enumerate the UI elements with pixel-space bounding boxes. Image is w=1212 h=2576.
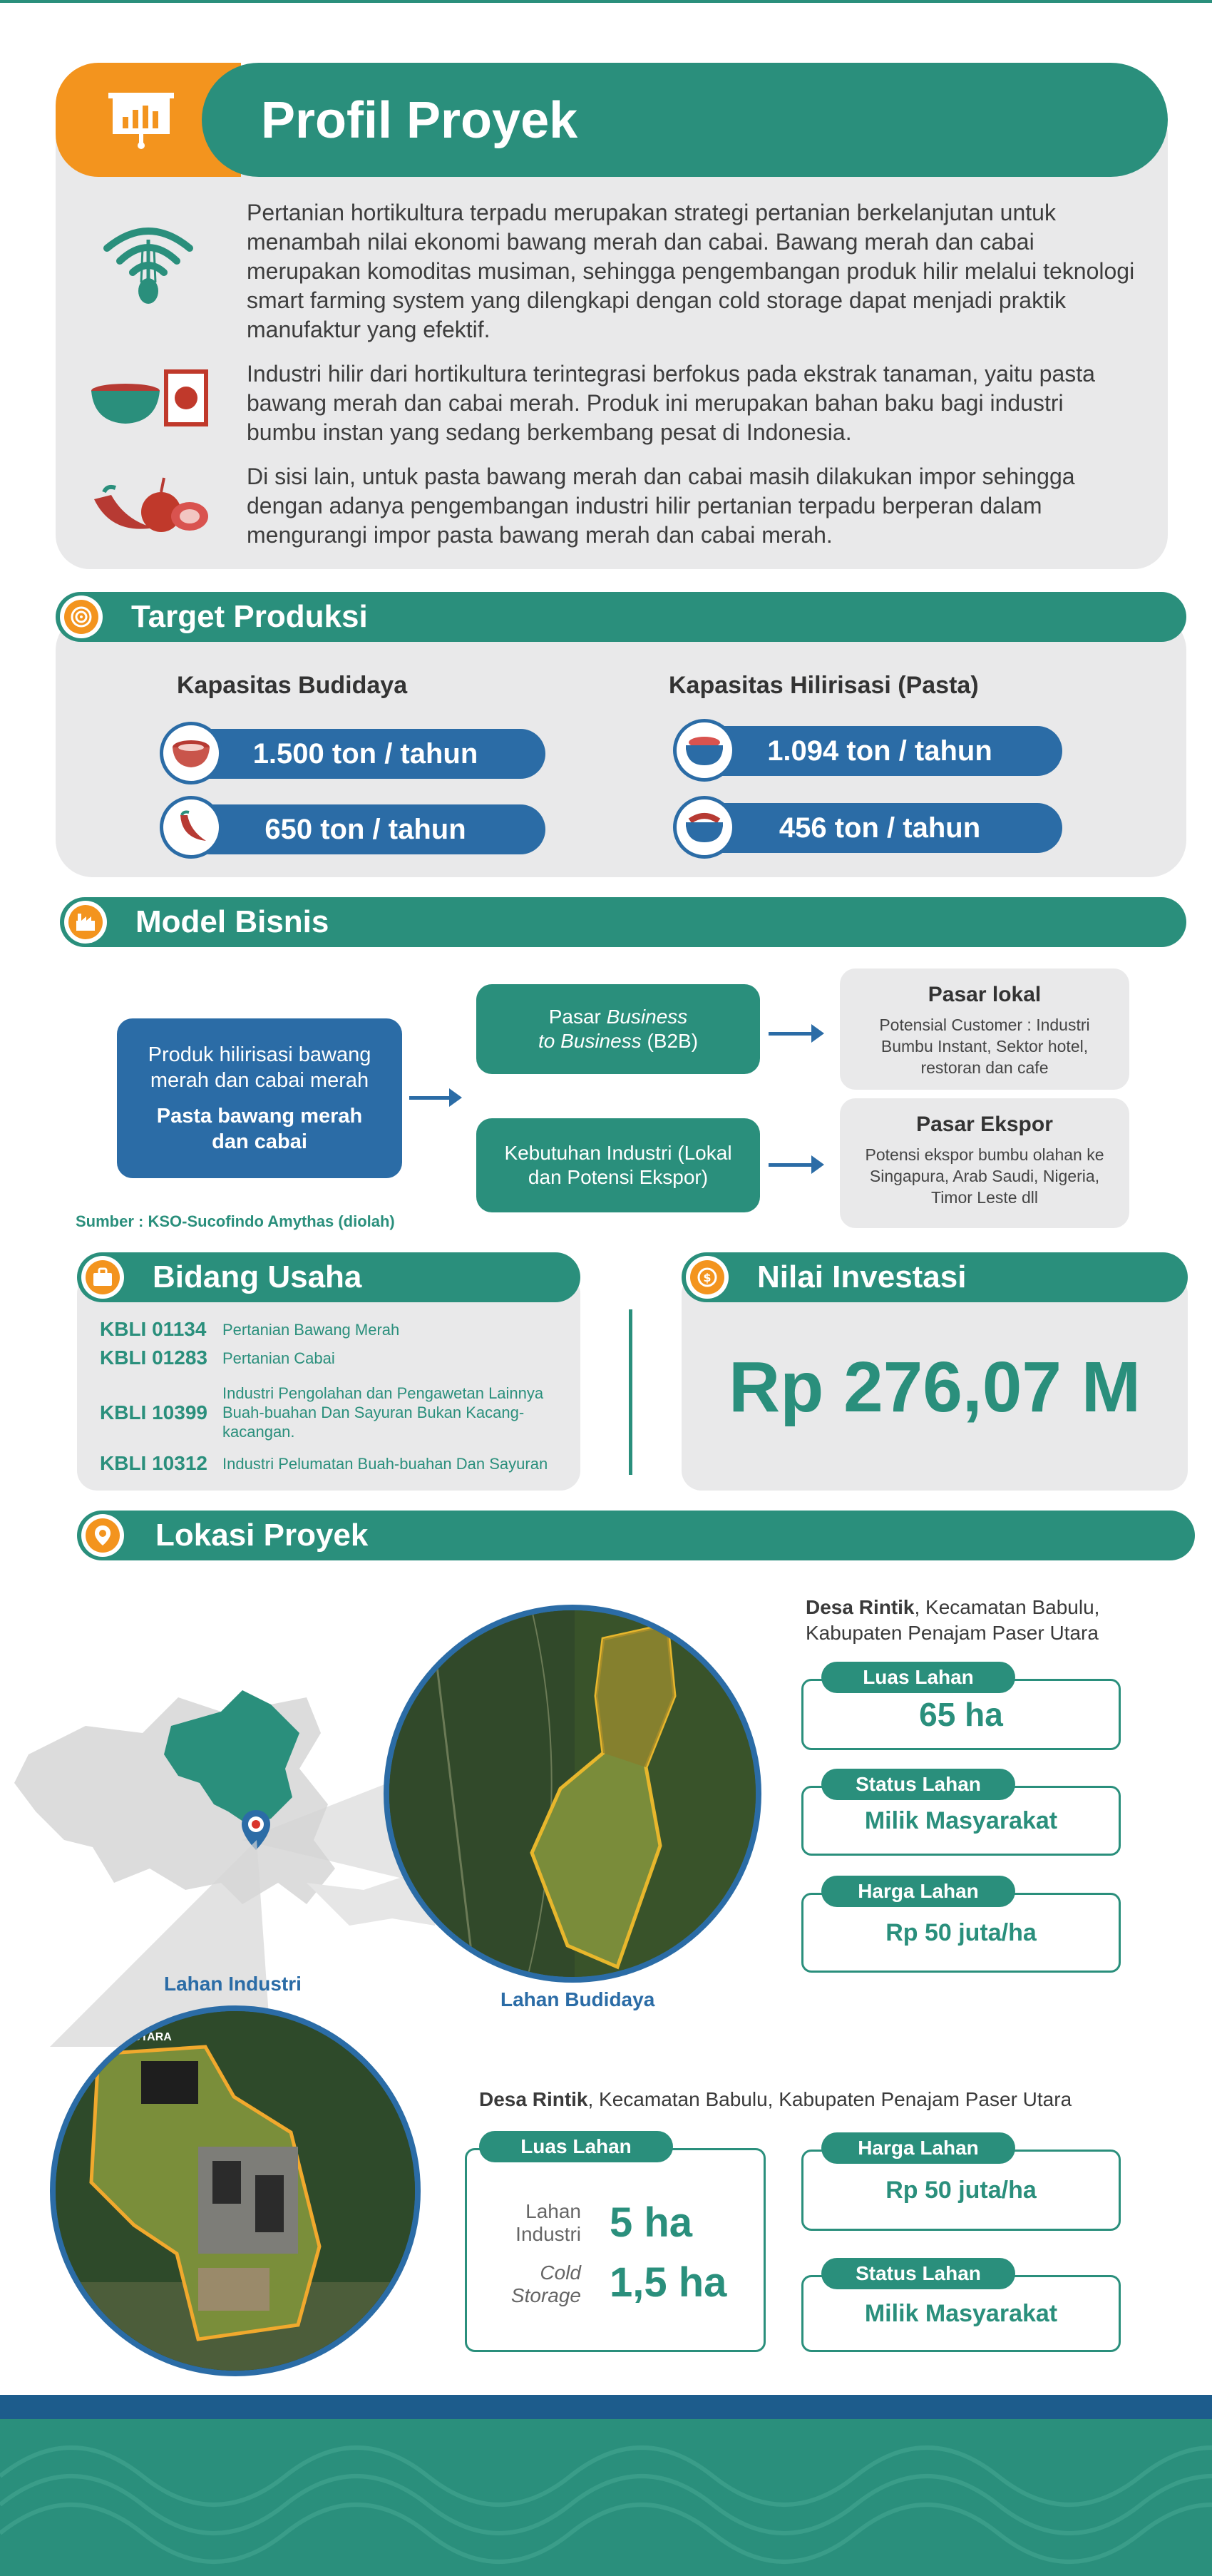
industri-harga-box: Rp 50 juta/ha: [801, 2150, 1121, 2231]
target-icon: [64, 600, 98, 634]
target-header: [56, 592, 1186, 642]
list-item: KBLI 10399 Industri Pengolahan dan Pengawetan Lainnya Buah-buahan Dan Sayuran Bukan Kacang-kacangan.: [100, 1384, 544, 1441]
industri-status-box: Milik Masyarakat: [801, 2275, 1121, 2352]
budidaya-status-label: Status Lahan: [821, 1769, 1015, 1800]
hilirisasi-heading: Kapasitas Hilirisasi (Pasta): [669, 672, 979, 699]
lahan-budidaya-label: Lahan Budidaya: [500, 1988, 655, 2010]
top-divider: [0, 0, 1212, 3]
smart-farming-icon: [98, 220, 198, 316]
lokasi-title: Lokasi Proyek: [155, 1518, 369, 1553]
lahan-industri-caption: Lahan Industri: [515, 2200, 581, 2245]
pasar-lokal-box: Pasar lokal Potensial Customer : Industri Bumbu Instant, Sektor hotel, restoran dan cafe: [840, 968, 1129, 1090]
b2b-box: Pasar Business to Business (B2B): [476, 984, 760, 1074]
hilirisasi-cabai-value: 456 ton / tahun: [697, 803, 1062, 853]
budidaya-bawang-value: 1.500 ton / tahun: [185, 729, 545, 779]
bidang-title: Bidang Usaha: [153, 1259, 362, 1294]
chili-paste-icon: [673, 796, 736, 859]
lahan-industri-value: 5 ha: [610, 2199, 693, 2246]
lahan-industri-label: Lahan Industri: [164, 1973, 302, 1995]
source-note: Sumber : KSO-Sucofindo Amythas (diolah): [76, 1212, 395, 1230]
industri-address: Desa Rintik, Kecamatan Babulu, Kabupaten Penajam Paser Utara: [479, 2088, 1072, 2110]
hilirisasi-bawang-value: 1.094 ton / tahun: [697, 726, 1062, 776]
paste-product-icon: [90, 365, 212, 434]
profil-header: [56, 63, 1168, 177]
presentation-board-icon: [107, 90, 175, 153]
model-header: [60, 897, 1186, 947]
budidaya-luas-box: 65 ha: [801, 1679, 1121, 1750]
industri-luas-label: Luas Lahan: [479, 2131, 673, 2162]
product-box: Produk hilirisasi bawang merah dan cabai merah Pasta bawang merah dan cabai: [117, 1018, 402, 1178]
budidaya-heading: Kapasitas Budidaya: [177, 672, 408, 699]
profil-paragraph-1: Pertanian hortikultura terpadu merupakan strategi pertanian berkelanjutan untuk menambah nilai ekonomi bawang merah dan cabai. Bawang merah dan cabai merupakan komoditas musiman, sehingga pengembangan produk hilir melalui teknologi smart farming system yang dilengkapi dengan cold storage dapat menjadi praktik manufaktur yang efektif.: [247, 200, 1135, 342]
budidaya-cabai-value: 650 ton / tahun: [185, 804, 545, 854]
budidaya-status-box: Milik Masyarakat: [801, 1786, 1121, 1856]
list-item: KBLI 01283 Pertanian Cabai: [100, 1346, 335, 1369]
onion-paste-icon: [673, 719, 736, 782]
footer-band: [0, 2395, 1212, 2576]
industri-harga-label: Harga Lahan: [821, 2132, 1015, 2164]
model-title: Model Bisnis: [135, 904, 329, 939]
vertical-divider: [629, 1309, 632, 1475]
budidaya-satellite-map: [384, 1605, 761, 1983]
profil-paragraph-3: Di sisi lain, untuk pasta bawang merah dan cabai masih dilakukan impor sehingga dengan adanya pengembangan industri hilir pertanian terpadu berperan dalam mengurangi impor pasta bawang merah dan cabai merah.: [247, 464, 1075, 548]
list-item: KBLI 01134 Pertanian Bawang Merah: [100, 1318, 400, 1340]
investasi-header: [682, 1252, 1188, 1302]
pasar-ekspor-box: Pasar Ekspor Potensi ekspor bumbu olahan ke Singapura, Arab Saudi, Nigeria, Timor Leste dll: [840, 1098, 1129, 1228]
cold-storage-caption: Cold Storage: [510, 2261, 581, 2306]
onion-bowl-icon: [160, 722, 222, 784]
list-item: KBLI 10312 Industri Pelumatan Buah-buahan Dan Sayuran: [100, 1452, 548, 1474]
footer-pattern: [0, 2419, 1212, 2576]
factory-icon: [68, 905, 103, 939]
arrow-right-icon: [409, 1096, 452, 1100]
budidaya-harga-box: Rp 50 juta/ha: [801, 1893, 1121, 1973]
cold-storage-value: 1,5 ha: [610, 2259, 727, 2306]
arrow-right-icon: [769, 1032, 814, 1036]
lokasi-header: [77, 1511, 1195, 1560]
onion-chili-icon: [90, 471, 212, 546]
industri-status-label: Status Lahan: [821, 2258, 1015, 2289]
budidaya-luas-label: Luas Lahan: [821, 1662, 1015, 1693]
svg-text:$: $: [703, 1271, 712, 1284]
kbli-list: [100, 1318, 577, 1482]
investasi-value: Rp 276,07 M: [728, 1347, 1141, 1427]
budidaya-harga-label: Harga Lahan: [821, 1876, 1015, 1907]
page-title: Profil Proyek: [261, 92, 578, 149]
industri-box: Kebutuhan Industri (Lokal dan Potensi Ekspor): [476, 1118, 760, 1212]
briefcase-icon: [86, 1260, 120, 1294]
profil-paragraph-2: Industri hilir dari hortikultura terintegrasi berfokus pada ekstrak tanaman, yaitu pasta bawang merah dan cabai merah. Produk ini merupakan bahan baku bagi industri bumbu instan yang sedang berkembang pesat di Indonesia.: [247, 361, 1095, 445]
map-overlay-label: UTARA: [133, 2031, 172, 2043]
target-title: Target Produksi: [131, 599, 368, 634]
chili-icon: [160, 796, 222, 859]
arrow-right-icon: [769, 1163, 814, 1167]
investasi-title: Nilai Investasi: [757, 1259, 967, 1294]
industri-luas-box: [465, 2148, 766, 2352]
money-icon: [690, 1260, 724, 1294]
industri-satellite-map: [50, 2005, 421, 2376]
location-pin-icon: [86, 1518, 120, 1553]
bidang-header: [77, 1252, 580, 1302]
budidaya-address: Desa Rintik, Kecamatan Babulu, Kabupaten Penajam Paser Utara: [806, 1596, 1100, 1644]
